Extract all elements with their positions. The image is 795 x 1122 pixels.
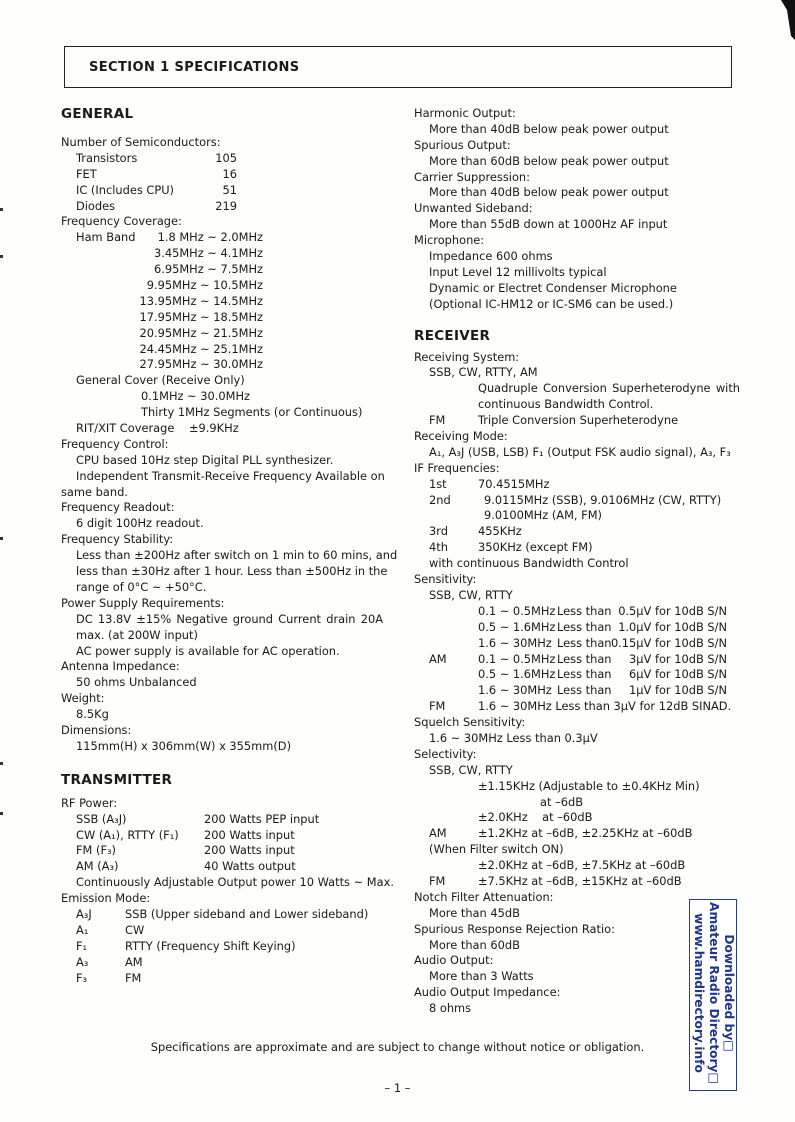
- if-label: IF Frequencies:: [414, 460, 500, 475]
- rf-mode: FM (F₃): [76, 843, 117, 858]
- semi-name: Transistors: [76, 150, 138, 165]
- emission-code: A₃J: [76, 906, 92, 921]
- page-corner-mark: [781, 0, 795, 40]
- audio-out-label: Audio Output:: [414, 953, 494, 968]
- if-value: 9.0100MHz (AM, FM): [484, 508, 602, 523]
- sens-value: 1.0μV for 10dB S/N: [618, 619, 727, 634]
- emission-desc: FM: [125, 970, 142, 985]
- sens-value: 0.5μV for 10dB S/N: [618, 603, 727, 618]
- if-row: [414, 493, 744, 509]
- semi-row: [61, 199, 383, 215]
- emission-row: [61, 955, 383, 971]
- freq-coverage-label: Frequency Coverage:: [61, 214, 182, 229]
- emission-code: A₃: [76, 954, 89, 969]
- if-row: [414, 540, 744, 556]
- rx-system-fm: FM: [429, 413, 446, 428]
- ham-band-row: [61, 294, 383, 310]
- transmitter-heading: TRANSMITTER: [61, 771, 173, 788]
- if-row: [414, 524, 744, 540]
- emission-code: F₃: [76, 970, 88, 985]
- sens-value: 0.15μV for 10dB S/N: [610, 635, 727, 650]
- if-value: 9.0115MHz (SSB), 9.0106MHz (CW, RTTY): [484, 492, 722, 507]
- ham-band-row: [61, 342, 383, 358]
- right-column: [414, 106, 744, 1017]
- sens-row: [414, 636, 744, 652]
- semi-row: [61, 167, 383, 183]
- power-supply-label: Power Supply Requirements:: [61, 595, 225, 610]
- scan-mark: [0, 537, 3, 540]
- harmonic-value: More than 40dB below peak power output: [429, 121, 669, 136]
- carrier-value: More than 40dB below peak power output: [429, 185, 669, 200]
- semi-value: 219: [215, 198, 237, 213]
- selectivity-ssb-line: at –6dB: [540, 794, 584, 809]
- microphone-line: Dynamic or Electret Condenser Microphone: [429, 280, 677, 295]
- left-column: [61, 103, 398, 986]
- unwanted-value: More than 55dB down at 1000Hz AF input: [429, 217, 668, 232]
- stamp-line: Amateur Radio Directory□: [707, 902, 721, 1084]
- sens-range: 1.6 ~ 30MHz: [478, 635, 552, 650]
- rx-mode-value: A₁, A₃J (USB, LSB) F₁ (Output FSK audio signal), A₃, F₃: [429, 444, 731, 459]
- notch-value: More than 45dB: [429, 905, 520, 920]
- rf-power-row: [61, 828, 383, 844]
- general-cover-range: 0.1MHz ~ 30.0MHz: [141, 389, 251, 404]
- semi-value: 51: [222, 182, 237, 197]
- if-row: [414, 477, 744, 493]
- ham-band-range: 9.95MHz ~ 10.5MHz: [146, 278, 263, 293]
- rit-label: RIT/XIT Coverage: [76, 421, 175, 436]
- freq-stability-line: range of 0°C ~ +50°C.: [76, 579, 207, 594]
- sens-row: [414, 620, 744, 636]
- sens-range: 1.6 ~ 30MHz: [478, 683, 552, 698]
- rf-power-row: [61, 812, 383, 828]
- ham-band-range: 20.95MHz ~ 21.5MHz: [139, 325, 263, 340]
- freq-control-line: Independent Transmit-Receive Frequency Available on: [76, 468, 385, 483]
- rf-value: 200 Watts input: [204, 827, 295, 842]
- sens-row: [414, 699, 744, 715]
- ham-band-range: 13.95MHz ~ 14.5MHz: [139, 293, 263, 308]
- sens-lt: Less than: [557, 619, 612, 634]
- semi-name: Diodes: [76, 198, 116, 213]
- semi-name: FET: [76, 166, 97, 181]
- stamp-text: [690, 898, 736, 1088]
- ham-band-range: 27.95MHz ~ 30.0MHz: [139, 357, 263, 372]
- selectivity-ssb-label: SSB, CW, RTTY: [429, 762, 513, 777]
- selectivity-am-label: AM: [429, 826, 447, 841]
- rf-mode: CW (A₁), RTTY (F₁): [76, 827, 179, 842]
- if-value: 455KHz: [478, 524, 522, 539]
- semi-row: [61, 183, 383, 199]
- rf-value: 200 Watts PEP input: [204, 811, 320, 826]
- notch-label: Notch Filter Attenuation:: [414, 889, 554, 904]
- emission-code: A₁: [76, 922, 89, 937]
- if-key: 4th: [429, 540, 448, 555]
- sens-lt: Less than: [557, 667, 612, 682]
- emission-row: [61, 971, 383, 987]
- selectivity-am-row: [414, 826, 744, 842]
- ham-band-range: 6.95MHz ~ 7.5MHz: [153, 262, 263, 277]
- selectivity-fm-label: FM: [429, 873, 446, 888]
- download-stamp: [689, 899, 737, 1091]
- sensitivity-label: Sensitivity:: [414, 572, 477, 587]
- spurious-label: Spurious Output:: [414, 137, 511, 152]
- footer-note: Specifications are approximate and are subject to change without notice or obligation.: [150, 1040, 645, 1054]
- rx-system-ssb: SSB, CW, RTTY, AM: [429, 365, 538, 380]
- microphone-label: Microphone:: [414, 233, 485, 248]
- squelch-label: Squelch Sensitivity:: [414, 715, 526, 730]
- scan-mark: [0, 208, 3, 211]
- selectivity-ssb-line: ±1.15KHz (Adjustable to ±0.4KHz Min): [478, 778, 700, 793]
- rf-power-row: [61, 859, 383, 875]
- scan-mark: [0, 762, 3, 765]
- microphone-line: (Optional IC-HM12 or IC-SM6 can be used.): [429, 296, 674, 311]
- selectivity-am-line: (When Filter switch ON): [429, 842, 564, 857]
- sens-row: [414, 604, 744, 620]
- stamp-line: Downloaded by□: [722, 934, 736, 1052]
- sens-range: 0.1 ~ 0.5MHz: [478, 603, 556, 618]
- semiconductors-label: Number of Semiconductors:: [61, 135, 221, 149]
- if-key: 1st: [429, 476, 447, 491]
- emission-code: F₁: [76, 938, 88, 953]
- semi-value: 105: [215, 150, 237, 165]
- ham-band-row: [61, 246, 383, 262]
- rf-power-row: [61, 843, 383, 859]
- rf-value: 40 Watts output: [204, 859, 296, 874]
- dimensions-label: Dimensions:: [61, 722, 132, 737]
- selectivity-label: Selectivity:: [414, 746, 477, 761]
- if-value: 350KHz (except FM): [478, 540, 593, 555]
- semi-name: IC (Includes CPU): [76, 182, 174, 197]
- rf-power-note: Continuously Adjustable Output power 10 Watts ~ Max.: [76, 875, 394, 890]
- ham-band-row: [61, 310, 383, 326]
- general-cover-segments: Thirty 1MHz Segments (or Continuous): [141, 405, 363, 420]
- freq-control-label: Frequency Control:: [61, 436, 169, 451]
- sens-fm-label: FM: [429, 699, 446, 714]
- sens-lt: Less than: [557, 635, 612, 650]
- freq-control-line: same band.: [61, 484, 128, 499]
- if-key: 3rd: [429, 524, 448, 539]
- section-title: SECTION 1 SPECIFICATIONS: [89, 60, 300, 75]
- rx-system-fm-row: [414, 413, 744, 429]
- rit-row: [61, 421, 383, 437]
- scan-mark: [0, 255, 3, 258]
- power-supply-line: AC power supply is available for AC operation.: [76, 643, 340, 658]
- scan-mark: [0, 812, 3, 815]
- sens-fm-value: 1.6 ~ 30MHz Less than 3μV for 12dB SINAD.: [478, 699, 732, 714]
- sens-row: [414, 652, 744, 668]
- emission-row: [61, 907, 383, 923]
- if-key: 2nd: [429, 492, 451, 507]
- spurious-rej-value: More than 60dB: [429, 937, 520, 952]
- rit-value: ±9.9KHz: [189, 421, 239, 436]
- weight-value: 8.5Kg: [76, 707, 109, 722]
- ham-band-row: [61, 278, 383, 294]
- selectivity-ssb-line: ±2.0KHz at –60dB: [478, 810, 593, 825]
- general-heading: GENERAL: [61, 106, 134, 122]
- emission-desc: SSB (Upper sideband and Lower sideband): [125, 906, 369, 921]
- ham-band-row: [61, 262, 383, 278]
- ham-band-label: Ham Band: [76, 230, 136, 245]
- rx-system-label: Receiving System:: [414, 349, 520, 364]
- emission-desc: RTTY (Frequency Shift Keying): [125, 938, 296, 953]
- audio-imp-label: Audio Output Impedance:: [414, 985, 561, 1000]
- semi-row: [61, 151, 383, 167]
- rf-mode: AM (A₃): [76, 859, 119, 874]
- weight-label: Weight:: [61, 691, 105, 706]
- audio-imp-value: 8 ohms: [429, 1001, 472, 1016]
- power-supply-line: max. (at 200W input): [76, 627, 198, 642]
- ham-band-row: [61, 357, 383, 373]
- selectivity-fm-row: [414, 874, 744, 890]
- power-supply-line: DC 13.8V ±15% Negative ground Current drain 20A: [76, 611, 383, 626]
- dimensions-value: 115mm(H) x 306mm(W) x 355mm(D): [76, 738, 292, 753]
- ham-band-row: [61, 326, 383, 342]
- sens-row: [414, 683, 744, 699]
- if-note: with continuous Bandwidth Control: [429, 556, 629, 571]
- ham-band-range: 17.95MHz ~ 18.5MHz: [139, 309, 263, 324]
- audio-out-value: More than 3 Watts: [429, 969, 534, 984]
- sens-range: 0.1 ~ 0.5MHz: [478, 651, 556, 666]
- microphone-line: Input Level 12 millivolts typical: [429, 264, 607, 279]
- emission-desc: AM: [125, 954, 143, 969]
- receiver-heading: RECEIVER: [414, 327, 491, 344]
- semi-value: 16: [222, 166, 237, 181]
- ham-band-range: 24.45MHz ~ 25.1MHz: [139, 341, 263, 356]
- antenna-label: Antenna Impedance:: [61, 659, 180, 674]
- freq-stability-line: Less than ±200Hz after switch on 1 min to 60 mins, and: [76, 548, 398, 563]
- sens-range: 0.5 ~ 1.6MHz: [478, 667, 556, 682]
- ham-band-range: 3.45MHz ~ 4.1MHz: [153, 246, 263, 261]
- antenna-value: 50 ohms Unbalanced: [76, 675, 197, 690]
- freq-stability-line: less than ±30Hz after 1 hour. Less than ±500Hz in the: [76, 564, 388, 579]
- sens-lt: Less than: [557, 603, 612, 618]
- sens-range: 0.5 ~ 1.6MHz: [478, 619, 556, 634]
- general-cover-label: General Cover (Receive Only): [76, 373, 245, 388]
- spurious-rej-label: Spurious Response Rejection Ratio:: [414, 921, 615, 936]
- emission-row: [61, 923, 383, 939]
- page-number: – 1 –: [384, 1081, 411, 1095]
- emission-label: Emission Mode:: [61, 891, 151, 906]
- sens-value: 6μV for 10dB S/N: [629, 667, 727, 682]
- rf-mode: SSB (A₃J): [76, 811, 127, 826]
- sens-value: 1μV for 10dB S/N: [629, 683, 727, 698]
- selectivity-am-line: ±2.0KHz at –6dB, ±7.5KHz at –60dB: [478, 858, 686, 873]
- sens-am-label: AM: [429, 651, 447, 666]
- emission-row: [61, 939, 383, 955]
- if-row: [414, 508, 744, 524]
- freq-readout-value: 6 digit 100Hz readout.: [76, 516, 204, 531]
- sens-lt: Less than: [557, 651, 612, 666]
- rx-system-fm-desc: Triple Conversion Superheterodyne: [478, 413, 679, 428]
- rf-value: 200 Watts input: [204, 843, 295, 858]
- freq-stability-label: Frequency Stability:: [61, 532, 174, 547]
- freq-readout-label: Frequency Readout:: [61, 500, 175, 515]
- sens-value: 3μV for 10dB S/N: [629, 651, 727, 666]
- rx-system-ssb-desc: continuous Bandwidth Control.: [478, 397, 654, 412]
- if-value: 70.4515MHz: [478, 476, 550, 491]
- unwanted-label: Unwanted Sideband:: [414, 201, 533, 216]
- squelch-value: 1.6 ~ 30MHz Less than 0.3μV: [429, 730, 598, 745]
- rx-system-ssb-desc: Quadruple Conversion Superheterodyne with: [478, 381, 740, 396]
- stamp-link[interactable]: www.hamdirectory.info: [692, 913, 706, 1073]
- ham-band-row: [61, 230, 383, 246]
- sensitivity-ssb-label: SSB, CW, RTTY: [429, 587, 513, 602]
- microphone-line: Impedance 600 ohms: [429, 249, 553, 264]
- rx-mode-label: Receiving Mode:: [414, 429, 508, 444]
- rf-power-label: RF Power:: [61, 795, 118, 810]
- freq-control-line: CPU based 10Hz step Digital PLL synthesizer.: [76, 452, 334, 467]
- section-header-box: [64, 46, 732, 88]
- ham-band-range: 1.8 MHz ~ 2.0MHz: [157, 230, 263, 245]
- selectivity-fm-line: ±7.5KHz at –6dB, ±15KHz at –60dB: [478, 873, 682, 888]
- selectivity-am-line: ±1.2KHz at –6dB, ±2.25KHz at –60dB: [478, 826, 693, 841]
- spurious-value: More than 60dB below peak power output: [429, 153, 669, 168]
- sens-lt: Less than: [557, 683, 612, 698]
- carrier-label: Carrier Suppression:: [414, 169, 530, 184]
- harmonic-label: Harmonic Output:: [414, 106, 516, 120]
- emission-desc: CW: [125, 922, 145, 937]
- sens-row: [414, 667, 744, 683]
